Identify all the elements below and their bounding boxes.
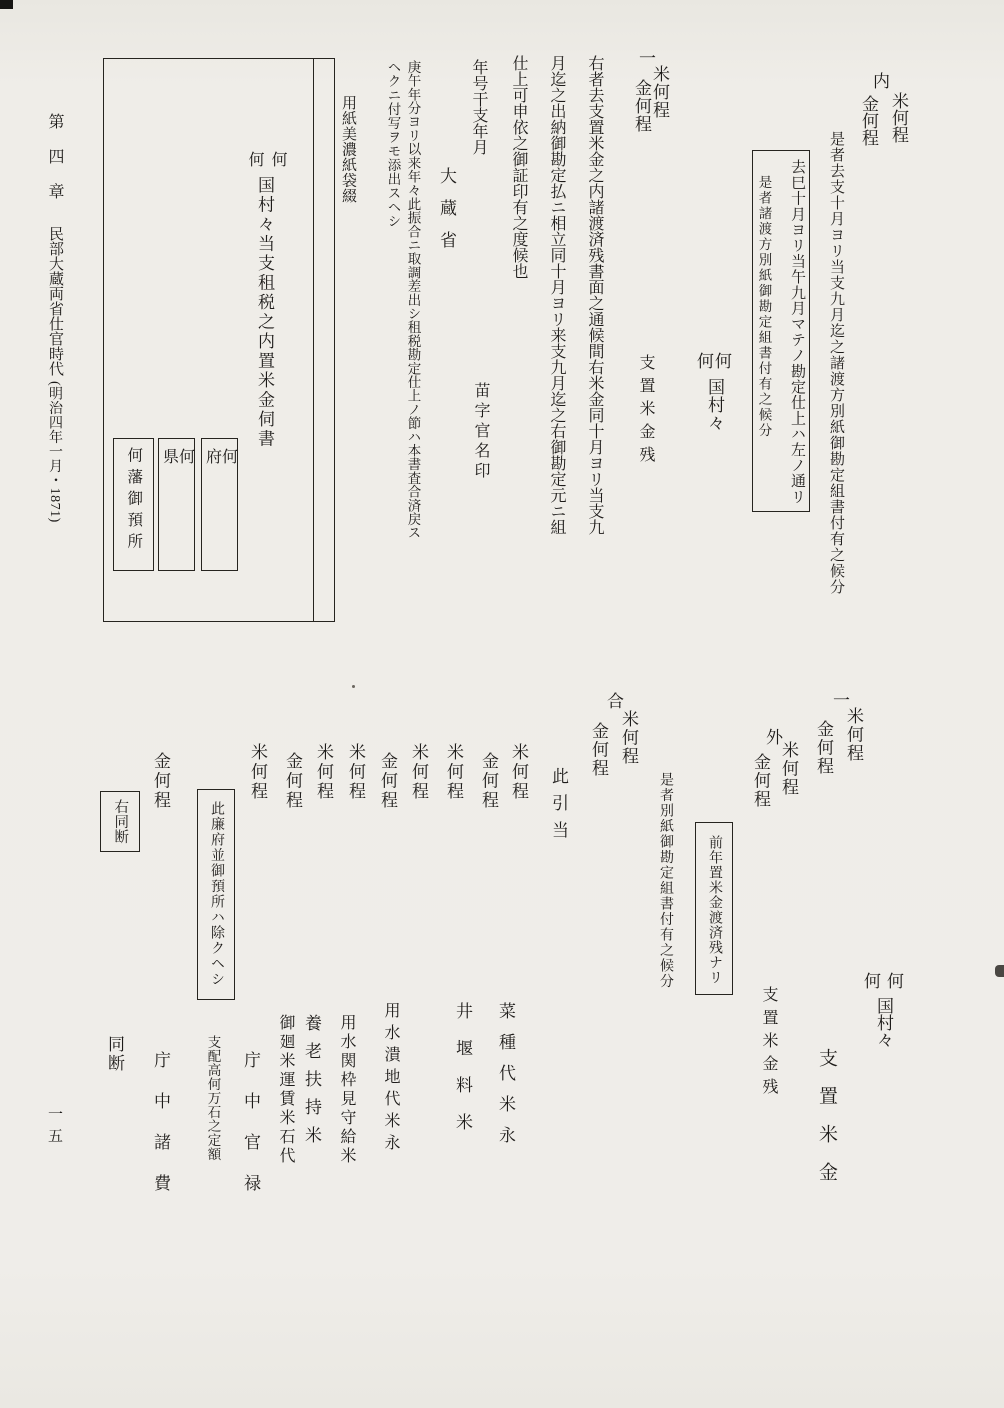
- body-line3: 仕上可申依之御証印有之度候也: [510, 55, 527, 279]
- shohi-label: 庁中諸費: [151, 1051, 170, 1215]
- lower-heading-subject: 支置米金: [816, 1048, 837, 1200]
- lower-heading-nani-left: 何: [861, 972, 880, 989]
- shohi-exclusion-box: [197, 789, 235, 1000]
- margin-title: 民部大蔵両省仕官時代: [47, 226, 63, 376]
- fu-label: 何府: [203, 448, 237, 534]
- margin-chapter: 第四章: [46, 113, 63, 218]
- body-line2: 月迄之出納御勘定払ニ相立同十月ヨリ来支九月迄之右御勘定元ニ組: [548, 55, 565, 535]
- kanroku-rice-amount: 米何程: [248, 743, 267, 802]
- shohi-money-amount: 金何程: [151, 752, 170, 811]
- lower-item2-note: 是者別紙御勘定組書付有之候分: [658, 772, 673, 989]
- yoro-label: 養老扶持米: [302, 1014, 321, 1154]
- scan-dot: [352, 685, 355, 688]
- natane-money-amount: 金何程: [479, 752, 498, 811]
- ken-box: [158, 438, 195, 571]
- upper-item-money-amount: 金何程: [632, 79, 651, 133]
- kanroku-note: 支配高何万石之定額: [205, 1035, 221, 1161]
- upper-summary-box: [752, 150, 810, 512]
- scan-corner-mark: [0, 0, 13, 9]
- sekiwaku-rice-amount: 米何程: [346, 743, 365, 802]
- upper-summary-line1: 去巳十月ヨリ当午九月マテノ勘定仕上ハ左ノ通リ: [789, 159, 805, 505]
- tsubushi-rice-amount: 米何程: [409, 743, 428, 802]
- lower-total-money-amount: 金何程: [589, 722, 608, 778]
- natane-rice-amount: 米何程: [509, 743, 528, 802]
- lower-heading-nani-right: 何: [884, 972, 903, 989]
- scan-edge-speck: [995, 965, 1004, 977]
- cover-nani-right: 何: [269, 151, 286, 167]
- upper-heading-nani-left: 何: [694, 352, 713, 369]
- cover-box-fold-line: [313, 59, 314, 621]
- procedure-note-line2: ヘクニ付写ヲモ添出スヘシ: [385, 60, 401, 228]
- cover-title: 国村々当支租税之内置米金伺書: [255, 176, 274, 449]
- lower-total-rice-amount: 米何程: [619, 710, 638, 766]
- body-line1: 右者去支置米金之内諸渡済残書面之通候間右米金同十月ヨリ当支九: [586, 55, 603, 535]
- lower-item1-rice-amount: 米何程: [844, 707, 863, 763]
- lower-total-marker: 合: [604, 692, 623, 709]
- natane-label: 菜種代米永: [496, 1002, 515, 1157]
- han-box: [113, 438, 154, 571]
- iseki-label: 井堰料米: [453, 1002, 472, 1150]
- upper-uchi-marker: 内: [870, 72, 889, 89]
- cover-nani-left: 何: [246, 151, 263, 167]
- upper-summary-line2: 是者諸渡方別紙御勘定組書付有之候分: [756, 175, 772, 439]
- lower-item2-note-box: [695, 822, 733, 995]
- han-label: 何藩御預所: [125, 447, 143, 555]
- lower-item1-money-amount: 金何程: [814, 720, 833, 776]
- fu-box: [201, 438, 238, 571]
- lower-heading-balance: 支置米金残: [760, 986, 777, 1101]
- kanroku-label: 庁中官禄: [241, 1051, 260, 1215]
- page-number: 一五: [46, 1106, 62, 1150]
- dodan-value-label: 右同断: [112, 799, 129, 844]
- sekiwaku-label: 用水関枠見守給米: [338, 1014, 355, 1166]
- margin-date: (明治四年一月・1871): [47, 381, 62, 523]
- lower-item2-marker: 外: [763, 728, 782, 745]
- yoro-rice-amount: 米何程: [314, 743, 333, 802]
- lower-item2-box-label: 前年置米金渡済残ナリ: [707, 835, 722, 985]
- upper-item-rice-amount: 米何程: [650, 65, 669, 119]
- upper-attached-note: 是者去支十月ヨリ当支九月迄之諸渡方別紙御勘定組書付有之候分: [828, 131, 844, 595]
- date-line: 年号干支年月: [470, 59, 487, 155]
- tsubushi-money-amount: 金何程: [378, 752, 397, 811]
- cover-box: [103, 58, 335, 622]
- paper-note: 用紙美濃紙袋綴: [340, 95, 356, 204]
- lower-total-sub: 此引当: [549, 767, 568, 848]
- dodan-label: 同断: [105, 1035, 124, 1073]
- tsubushi-label: 用水潰地代米永: [382, 1002, 399, 1156]
- upper-uchi-money-amount: 金何程: [859, 95, 878, 146]
- kaimai-money-amount: 金何程: [283, 752, 302, 811]
- shohi-exclusion-label: 此廉府並御預所ハ除クヘシ: [209, 801, 224, 987]
- upper-heading-balance: 支置米金残: [637, 354, 654, 469]
- dodan-value-box: [100, 791, 140, 852]
- upper-heading-name: 国村々: [705, 378, 724, 432]
- signature-line: 苗字官名印: [472, 382, 489, 482]
- lower-item1-marker: 一: [830, 691, 849, 708]
- upper-heading-nani-right: 何: [712, 352, 731, 369]
- lower-heading-name: 国村々: [874, 997, 893, 1048]
- lower-item2-money-amount: 金何程: [751, 753, 770, 809]
- upper-item-marker: 一: [636, 49, 655, 66]
- upper-uchi-rice-amount: 米何程: [889, 92, 908, 143]
- lower-item2-rice-amount: 米何程: [779, 741, 798, 797]
- procedure-note-line1: 庚午年分ヨリ以来年々此振合ニ取調差出シ租税勘定仕上ノ節ハ本書査合済戻ス: [405, 60, 421, 540]
- kaimai-label: 御廻米運賃米石代: [277, 1014, 294, 1166]
- ken-label: 何県: [160, 448, 194, 534]
- iseki-rice-amount: 米何程: [444, 743, 463, 802]
- ministry-name: 大蔵省: [437, 167, 456, 263]
